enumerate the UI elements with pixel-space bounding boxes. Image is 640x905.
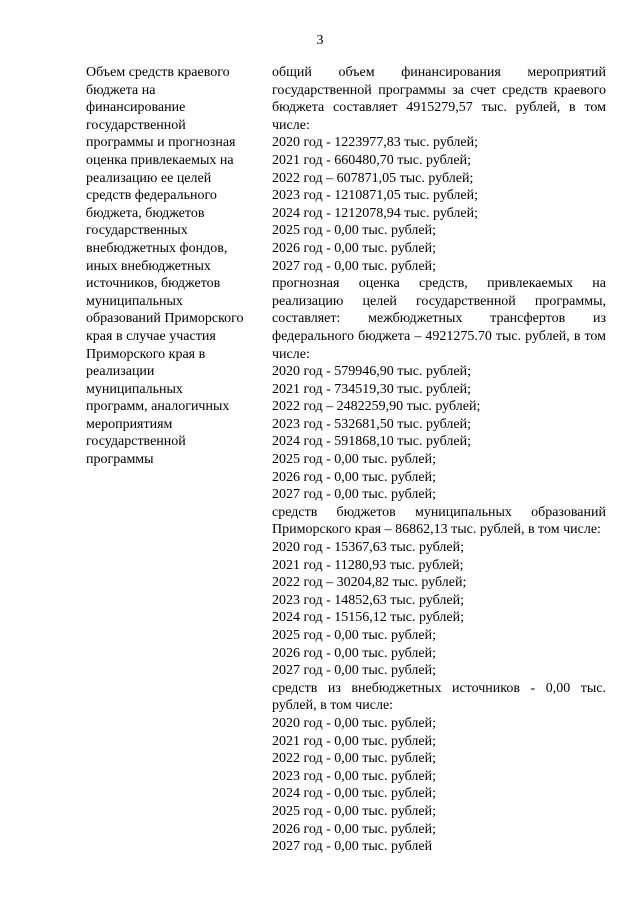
label-line: государственной: [86, 117, 186, 133]
label-line: оценка привлекаемых на: [86, 152, 234, 168]
label-line: Приморского края в: [86, 346, 206, 362]
extrabudgetary-year-line: 2023 год - 0,00 тыс. рублей;: [272, 768, 437, 784]
label-line: иных внебюджетных: [86, 258, 211, 274]
federal-year-line: 2025 год - 0,00 тыс. рублей;: [272, 452, 437, 468]
label-line: реализации: [86, 364, 155, 380]
label-line: бюджета, бюджетов: [86, 205, 205, 221]
municipal-year-line: 2022 год – 30204,82 тыс. рублей;: [272, 575, 467, 591]
label-line: внебюджетных фондов,: [86, 240, 228, 256]
federal-year-line: 2024 год - 591868,10 тыс. рублей;: [272, 434, 472, 450]
municipal-year-line: 2021 год - 11280,93 тыс. рублей;: [272, 557, 464, 573]
label-line: программы: [86, 452, 154, 468]
label-line: образований Приморского: [86, 311, 244, 327]
label-line: муниципальных: [86, 293, 183, 309]
municipal-year-line: 2024 год - 15156,12 тыс. рублей;: [272, 610, 465, 626]
label-line: финансирование: [86, 100, 186, 116]
regional-year-line: 2024 год - 1212078,94 тыс. рублей;: [272, 205, 479, 221]
regional-year-line: 2027 год - 0,00 тыс. рублей;: [272, 258, 437, 274]
label-line: средств федерального: [86, 188, 217, 204]
label-line: программы и прогнозная: [86, 135, 236, 151]
label-line: края в случае участия: [86, 328, 216, 344]
extrabudgetary-year-line: 2022 год - 0,00 тыс. рублей;: [272, 751, 437, 767]
regional-budget-intro: общий объем финансирования мероприятий государственной программы за счет средств краевого бюджета составляет 4915279,57 тыс. рублей, в том числе:: [272, 65, 606, 133]
label-line: программ, аналогичных: [86, 399, 230, 415]
label-line: реализацию ее целей: [86, 170, 212, 186]
funding-content-cell: [272, 64, 606, 856]
regional-year-line: 2022 год – 607871,05 тыс. рублей;: [272, 170, 474, 186]
extrabudgetary-year-line: 2024 год - 0,00 тыс. рублей;: [272, 786, 437, 802]
federal-year-line: 2021 год - 734519,30 тыс. рублей;: [272, 381, 472, 397]
label-line: государственной: [86, 434, 186, 450]
extrabudgetary-year-line: 2027 год - 0,00 тыс. рублей: [272, 839, 433, 855]
regional-year-line: 2021 год - 660480,70 тыс. рублей;: [272, 152, 472, 168]
regional-year-line: 2020 год - 1223977,83 тыс. рублей;: [272, 135, 479, 151]
municipal-year-line: 2026 год - 0,00 тыс. рублей;: [272, 645, 437, 661]
federal-year-line: 2023 год - 532681,50 тыс. рублей;: [272, 416, 472, 432]
label-line: государственных: [86, 223, 188, 239]
federal-year-line: 2020 год - 579946,90 тыс. рублей;: [272, 364, 472, 380]
municipal-year-line: 2025 год - 0,00 тыс. рублей;: [272, 628, 437, 643]
label-line: бюджета на: [86, 82, 156, 98]
extrabudgetary-year-line: 2025 год - 0,00 тыс. рублей;: [272, 803, 437, 819]
municipal-year-line: 2020 год - 15367,63 тыс. рублей;: [272, 540, 465, 556]
federal-year-line: 2026 год - 0,00 тыс. рублей;: [272, 469, 437, 485]
extrabudgetary-year-line: 2021 год - 0,00 тыс. рублей;: [272, 733, 437, 749]
extrabudgetary-year-line: 2020 год - 0,00 тыс. рублей;: [272, 715, 437, 731]
label-line: Объем средств краевого: [86, 65, 230, 80]
municipal-budget-intro: средств бюджетов муниципальных образований Приморского края – 86862,13 тыс. рублей, в том числе:: [272, 504, 606, 538]
label-line: мероприятиям: [86, 416, 173, 432]
funding-label-cell: [86, 64, 256, 469]
extrabudgetary-intro: средств из внебюджетных источников - 0,00 тыс. рублей, в том числе:: [272, 680, 606, 714]
regional-year-line: 2026 год - 0,00 тыс. рублей;: [272, 240, 437, 256]
label-line: муниципальных: [86, 381, 183, 397]
municipal-year-line: 2023 год - 14852,63 тыс. рублей;: [272, 592, 465, 608]
extrabudgetary-year-line: 2026 год - 0,00 тыс. рублей;: [272, 821, 437, 837]
label-line: источников, бюджетов: [86, 276, 221, 292]
federal-budget-intro: прогнозная оценка средств, привлекаемых на реализацию целей государственной программы, составляет: межбюджетных трансфертов из федерального бюджета – 4921275.70 тыс. рублей, в том числе:: [272, 276, 606, 362]
municipal-year-line: 2027 год - 0,00 тыс. рублей;: [272, 663, 437, 679]
regional-year-line: 2025 год - 0,00 тыс. рублей;: [272, 223, 437, 239]
federal-year-line: 2027 год - 0,00 тыс. рублей;: [272, 487, 437, 503]
page-number: 3: [316, 33, 324, 48]
regional-year-line: 2023 год - 1210871,05 тыс. рублей;: [272, 188, 479, 204]
federal-year-line: 2022 год – 2482259,90 тыс. рублей;: [272, 399, 481, 415]
